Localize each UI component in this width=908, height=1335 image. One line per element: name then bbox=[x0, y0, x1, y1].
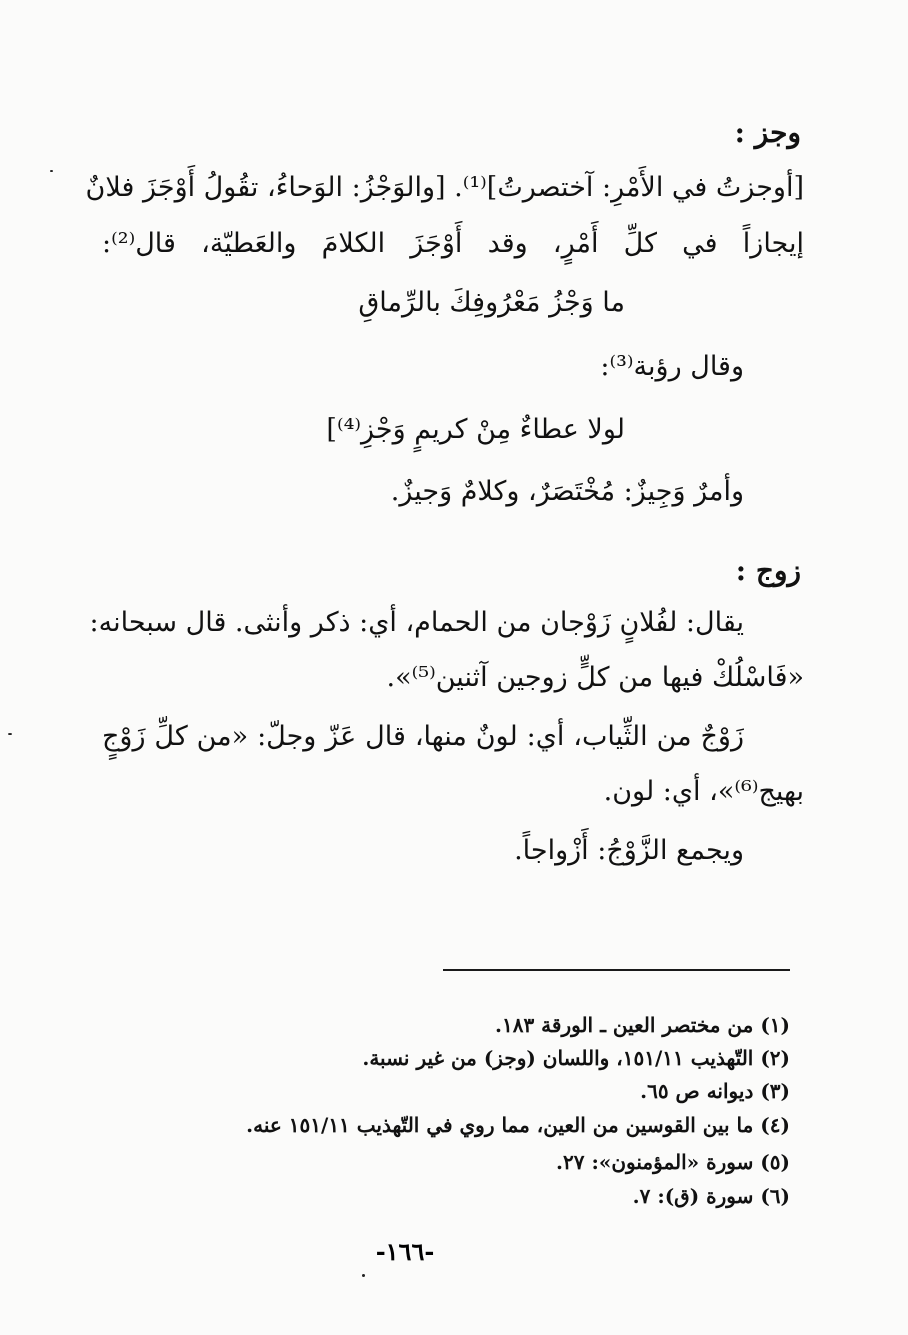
footnote-separator bbox=[443, 969, 790, 971]
footnote-1: (١) من مختصر العين ـ الورقة ١٨٣. bbox=[495, 1013, 790, 1037]
zawj-text-line-3: زَوْجٌ من الثِّياب، أي: لونٌ منها، قال عَزّ وجلّ: «من كلِّ زَوْجٍ bbox=[102, 721, 744, 752]
footnote-2: (٢) التّهذيب ١٥١/١١، واللسان (وجز) من غير نسبة. bbox=[362, 1046, 790, 1070]
wajz-verse-2: لولا عطاءٌ مِنْ كريمٍ وَجْزِ⁽⁴⁾] bbox=[326, 414, 625, 445]
scan-speck bbox=[8, 733, 12, 735]
zawj-text-line-2: «فَاسْلُكْ فيها من كلٍّ زوجين آثنين⁽⁵⁾». bbox=[386, 662, 804, 693]
wajz-verse-1: ما وَجْزُ مَعْرُوفِكَ بالرِّماقِ bbox=[358, 287, 625, 318]
entry-heading-wajz: وجز : bbox=[734, 116, 801, 149]
page-number: -١٦٦- bbox=[375, 1237, 435, 1266]
scan-speck bbox=[50, 170, 53, 172]
footnote-5: (٥) سورة «المؤمنون»: ٢٧. bbox=[556, 1150, 790, 1174]
footnote-3: (٣) ديوانه ص ٦٥. bbox=[640, 1079, 790, 1103]
footnote-6: (٦) سورة (ق): ٧. bbox=[632, 1184, 790, 1208]
zawj-text-line-5: ويجمع الزَّوْجُ: أَزْواجاً. bbox=[514, 835, 744, 866]
wajz-text-line-2: إيجازاً في كلِّ أَمْرٍ، وقد أَوْجَزَ الكلامَ والعَطيّة، قال⁽²⁾: bbox=[102, 228, 804, 259]
zawj-text-line-1: يقال: لفُلانٍ زَوْجان من الحمام، أي: ذكر وأنثى. قال سبحانه: bbox=[89, 607, 744, 638]
wajz-text-line-4: وأمرٌ وَجِيزٌ: مُخْتَصَرٌ، وكلامٌ وَجيزٌ. bbox=[390, 476, 744, 507]
zawj-text-line-4: بهيج⁽⁶⁾»، أي: لون. bbox=[603, 776, 804, 807]
scan-speck bbox=[362, 1274, 365, 1277]
footnote-4: (٤) ما بين القوسين من العين، مما روي في التّهذيب ١٥١/١١ عنه. bbox=[246, 1113, 790, 1137]
entry-heading-zawj: زوج : bbox=[735, 554, 801, 587]
wajz-text-line-1: [أوجزتُ في الأَمْرِ: آختصرتُ]⁽¹⁾. [والوَجْزُ: الوَحاءُ، تقُولُ أَوْجَزَ فلانٌ bbox=[85, 172, 804, 203]
wajz-text-line-3: وقال رؤبة⁽³⁾: bbox=[600, 351, 744, 382]
